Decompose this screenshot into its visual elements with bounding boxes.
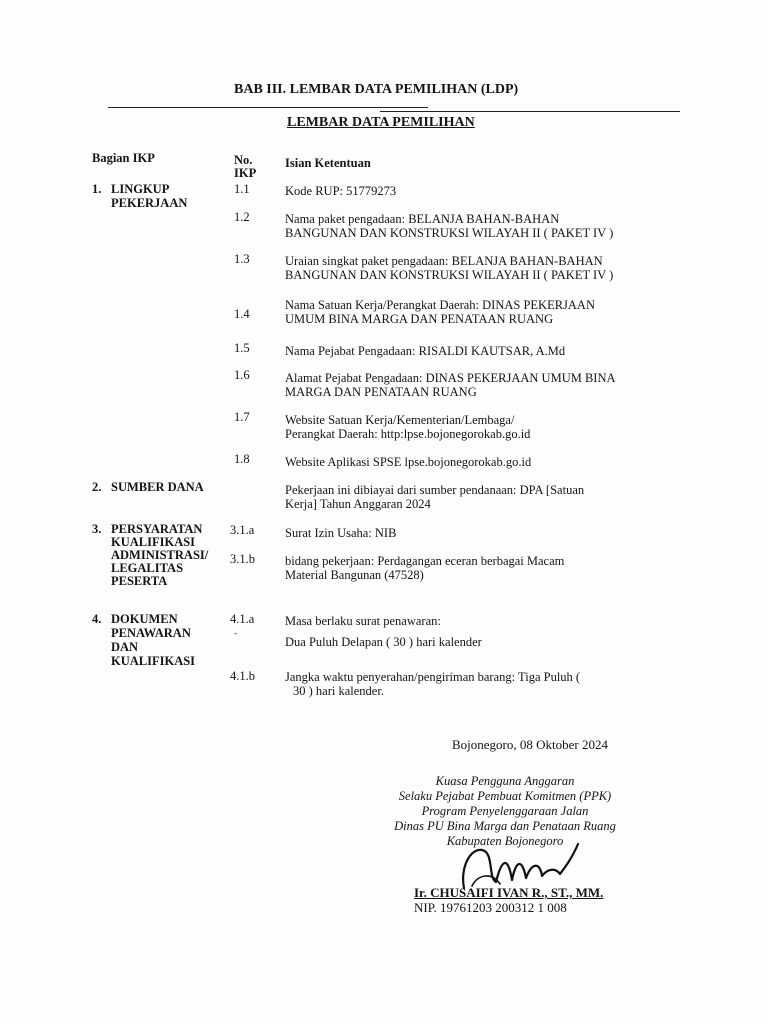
- section-label-line: LINGKUP: [111, 182, 170, 196]
- item-line: Perangkat Daerah: http:lpse.bojonegorokab.go.id: [285, 427, 531, 441]
- section-number: 2.: [92, 480, 102, 494]
- item-text-1-2: [285, 212, 613, 240]
- section-label-line: LEGALITAS: [111, 561, 184, 575]
- item-line: Nama paket pengadaan: BELANJA BAHAN-BAHAN: [285, 212, 560, 226]
- item-text-1-5: [285, 344, 565, 358]
- section-number: 3.: [92, 522, 102, 536]
- item-line: Alamat Pejabat Pengadaan: DINAS PEKERJAAN UMUM BINA: [285, 371, 616, 385]
- section-label-line: PENAWARAN: [111, 626, 191, 640]
- item-line: 30 ) hari kalender.: [293, 684, 384, 698]
- section-label-line: DOKUMEN: [111, 612, 178, 626]
- item-number-1-7: 1.7: [234, 410, 250, 424]
- item-line: Website Satuan Kerja/Kementerian/Lembaga/: [285, 413, 515, 427]
- item-line: Dua Puluh Delapan ( 30 ) hari kalender: [285, 635, 482, 649]
- signatory-nip: NIP. 19761203 200312 1 008: [414, 900, 567, 915]
- section-label-line: PERSYARATAN: [111, 522, 203, 536]
- section-label-line: PESERTA: [111, 574, 168, 588]
- item-bullet-dash: -: [234, 628, 237, 638]
- item-text-1-6: [285, 371, 616, 399]
- item-line: Kode RUP: 51779273: [285, 184, 397, 198]
- header-no-line1: No.: [234, 153, 253, 167]
- item-text-3-1-a: [285, 526, 396, 540]
- item-number-1-1: 1.1: [234, 182, 250, 196]
- item-text-1-3: [285, 254, 613, 282]
- section-lingkup-pekerjaan: [92, 182, 187, 210]
- item-text-1-8: [285, 455, 531, 469]
- item-number-1-6: 1.6: [234, 368, 250, 382]
- item-number-1-3: 1.3: [234, 252, 250, 266]
- item-line: Material Bangunan (47528): [285, 568, 424, 582]
- item-number-3-1-a: 3.1.a: [230, 523, 255, 537]
- item-line: Nama Pejabat Pengadaan: RISALDI KAUTSAR, A.Md: [285, 344, 566, 358]
- section-dokumen-penawaran: [92, 612, 195, 668]
- section-persyaratan-kualifikasi: [92, 523, 208, 588]
- item-text-4-1-b: [285, 670, 580, 698]
- header-no-line2: IKP: [234, 166, 257, 180]
- item-number-4-1-a: 4.1.a: [230, 612, 255, 626]
- item-line: Website Aplikasi SPSE lpse.bojonegorokab.go.id: [285, 455, 532, 469]
- item-number-1-4: 1.4: [234, 307, 250, 321]
- item-text-1-7: [285, 413, 530, 441]
- signatory-line: Kuasa Pengguna Anggaran: [435, 774, 575, 788]
- item-text-1-1: [285, 184, 396, 198]
- item-line: Masa berlaku surat penawaran:: [285, 614, 441, 628]
- page-subtitle: LEMBAR DATA PEMILIHAN: [287, 115, 475, 130]
- section-number: 4.: [92, 612, 102, 626]
- header-bagian-ikp: Bagian IKP: [92, 151, 155, 165]
- item-number-3-1-b: 3.1.b: [230, 552, 255, 566]
- header-no-ikp: [234, 154, 256, 180]
- section-label-line: KUALIFIKASI: [111, 654, 196, 668]
- section-label-line: DAN: [111, 640, 139, 654]
- item-line: Jangka waktu penyerahan/pengiriman barang: Tiga Puluh (: [285, 670, 581, 684]
- item-text-4-1-a-detail: [285, 635, 482, 649]
- item-line: UMUM BINA MARGA DAN PENATAAN RUANG: [285, 312, 554, 326]
- divider-line-left: [108, 107, 428, 108]
- item-line: Kerja] Tahun Anggaran 2024: [285, 497, 431, 511]
- section-label-line: KUALIFIKASI: [111, 535, 196, 549]
- divider-line-right: [380, 111, 680, 112]
- header-isian-ketentuan: Isian Ketentuan: [285, 156, 371, 170]
- page-title: BAB III. LEMBAR DATA PEMILIHAN (LDP): [234, 82, 519, 97]
- signatory-line: Program Penyelenggaraan Jalan: [421, 804, 589, 818]
- section-label-line: SUMBER DANA: [111, 480, 204, 494]
- item-text-1-4: [285, 298, 595, 326]
- section-number: 1.: [92, 182, 102, 196]
- item-text-3-1-b: [285, 554, 564, 582]
- signatory-line: Selaku Pejabat Pembuat Komitmen (PPK): [398, 789, 612, 803]
- item-number-4-1-b: 4.1.b: [230, 669, 255, 683]
- signatory-line: Kabupaten Bojonegoro: [446, 834, 564, 848]
- section-label-line: ADMINISTRASI/: [111, 548, 209, 562]
- place-date: Bojonegoro, 08 Oktober 2024: [452, 737, 608, 752]
- section-label-line: PEKERJAAN: [111, 196, 188, 210]
- item-line: Surat Izin Usaha: NIB: [285, 526, 397, 540]
- item-number-1-5: 1.5: [234, 341, 250, 355]
- item-line: BANGUNAN DAN KONSTRUKSI WILAYAH II ( PAKET IV ): [285, 226, 614, 240]
- item-line: MARGA DAN PENATAAN RUANG: [285, 385, 477, 399]
- signatory-line: Dinas PU Bina Marga dan Penataan Ruang: [394, 819, 616, 833]
- item-line: Uraian singkat paket pengadaan: BELANJA BAHAN-BAHAN: [285, 254, 603, 268]
- item-number-1-8: 1.8: [234, 452, 250, 466]
- section-sumber-dana: [92, 480, 204, 494]
- item-line: bidang pekerjaan: Perdagangan eceran berbagai Macam: [285, 554, 565, 568]
- item-text-4-1-a: [285, 614, 441, 628]
- item-line: BANGUNAN DAN KONSTRUKSI WILAYAH II ( PAKET IV ): [285, 268, 614, 282]
- item-number-1-2: 1.2: [234, 210, 250, 224]
- item-text-sumber-dana: [285, 483, 584, 511]
- signatory-name: Ir. CHUSAIFI IVAN R., ST., MM.: [414, 885, 604, 900]
- item-line: Pekerjaan ini dibiayai dari sumber pendanaan: DPA [Satuan: [285, 483, 585, 497]
- item-line: Nama Satuan Kerja/Perangkat Daerah: DINAS PEKERJAAN: [285, 298, 595, 312]
